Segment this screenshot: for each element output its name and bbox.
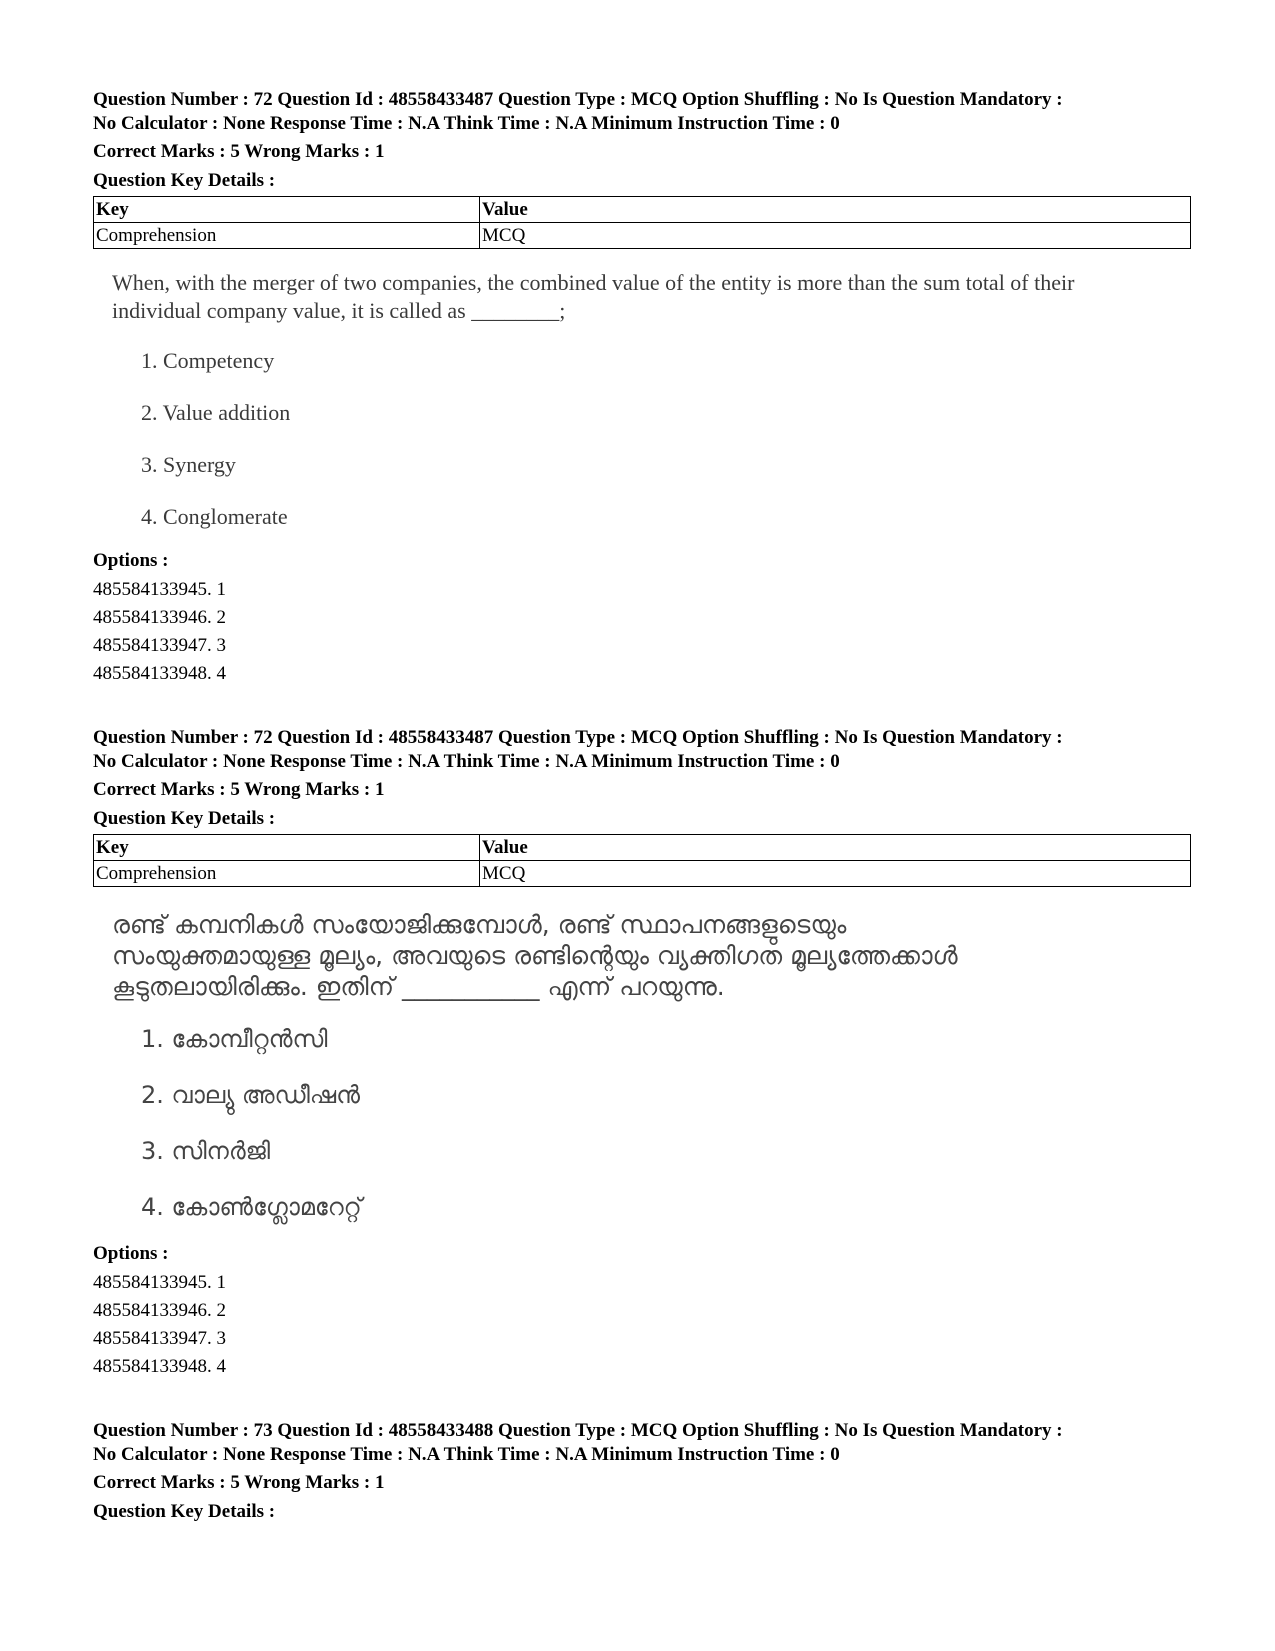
question-metadata [93, 726, 1193, 774]
answer-choices [93, 347, 1193, 531]
answer-choice: 2. വാല്യു അഡീഷൻ [141, 1081, 360, 1109]
table-row [94, 861, 1191, 887]
key-details-label: Question Key Details : [93, 170, 276, 191]
options-list [93, 1269, 1193, 1381]
table-header-value: Value [480, 197, 1191, 223]
question-block [93, 726, 1193, 1381]
option-item: 485584133946. 2 [93, 607, 226, 628]
key-details-label: Question Key Details : [93, 1501, 276, 1522]
document-page [93, 88, 1193, 1524]
question-block [93, 88, 1193, 688]
question-block [93, 1419, 1193, 1524]
table-cell-value: MCQ [480, 223, 1191, 249]
table-header-value: Value [480, 835, 1191, 861]
table-cell-key: Comprehension [94, 223, 480, 249]
question-metadata [93, 1419, 1193, 1467]
answer-choice: 1. കോമ്പീറ്റൻസി [141, 1025, 328, 1053]
table-cell-value: MCQ [480, 861, 1191, 887]
question-content [93, 909, 1193, 1224]
options-label: Options : [93, 1243, 169, 1264]
metadata-line: No Calculator : None Response Time : N.A Think Time : N.A Minimum Instruction Time : 0 [93, 1444, 840, 1465]
answer-choices [93, 1022, 1193, 1224]
metadata-line: Question Number : 72 Question Id : 48558433487 Question Type : MCQ Option Shuffling : No Is Question Mandatory : [93, 727, 1063, 748]
answer-choice: 4. കോൺഗ്ലോമറേറ്റ് [141, 1193, 362, 1221]
metadata-line: No Calculator : None Response Time : N.A Think Time : N.A Minimum Instruction Time : 0 [93, 113, 840, 134]
table-header-row [94, 197, 1191, 223]
answer-choice: 2. Value addition [141, 400, 291, 425]
option-item: 485584133945. 1 [93, 579, 226, 600]
option-item: 485584133947. 3 [93, 635, 226, 656]
option-item: 485584133947. 3 [93, 1328, 226, 1349]
answer-choice: 4. Conglomerate [141, 504, 288, 529]
question-stem [112, 909, 1193, 1002]
answer-choice: 3. Synergy [141, 452, 236, 477]
table-header-key: Key [94, 835, 480, 861]
question-stem-line: സംയുക്തമായുള്ള മൂല്യം, അവയുടെ രണ്ടിന്റെയും വ്യക്തിഗത മൂല്യത്തേക്കാൾ [112, 941, 958, 970]
metadata-line: Question Number : 72 Question Id : 48558433487 Question Type : MCQ Option Shuffling : No Is Question Mandatory : [93, 89, 1063, 110]
metadata-line: Question Number : 73 Question Id : 48558433488 Question Type : MCQ Option Shuffling : No Is Question Mandatory : [93, 1420, 1063, 1441]
question-metadata [93, 88, 1193, 136]
key-details-table [93, 834, 1191, 887]
question-content [93, 269, 1193, 531]
answer-choice: 3. സിനർജി [141, 1137, 271, 1165]
table-header-row [94, 835, 1191, 861]
option-item: 485584133945. 1 [93, 1272, 226, 1293]
options-label: Options : [93, 550, 169, 571]
question-stem-line: When, with the merger of two companies, the combined value of the entity is more than the sum total of their [112, 270, 1075, 295]
question-stem-line: കൂടുതലായിരിക്കും. ഇതിന് ___________ എന്ന് പറയുന്നു. [112, 972, 725, 1001]
marks-line: Correct Marks : 5 Wrong Marks : 1 [93, 1472, 385, 1493]
question-stem-line: രണ്ട് കമ്പനികൾ സംയോജിക്കുമ്പോൾ, രണ്ട് സ്ഥാപനങ്ങളുടെയും [112, 910, 847, 939]
answer-choice: 1. Competency [141, 348, 275, 373]
option-item: 485584133946. 2 [93, 1300, 226, 1321]
marks-line: Correct Marks : 5 Wrong Marks : 1 [93, 141, 385, 162]
marks-line: Correct Marks : 5 Wrong Marks : 1 [93, 779, 385, 800]
table-cell-key: Comprehension [94, 861, 480, 887]
metadata-line: No Calculator : None Response Time : N.A Think Time : N.A Minimum Instruction Time : 0 [93, 751, 840, 772]
question-stem [112, 269, 1193, 325]
option-item: 485584133948. 4 [93, 1356, 226, 1377]
options-list [93, 576, 1193, 688]
option-item: 485584133948. 4 [93, 663, 226, 684]
table-row [94, 223, 1191, 249]
table-header-key: Key [94, 197, 480, 223]
key-details-label: Question Key Details : [93, 808, 276, 829]
question-stem-line: individual company value, it is called as ________; [112, 298, 566, 323]
key-details-table [93, 196, 1191, 249]
